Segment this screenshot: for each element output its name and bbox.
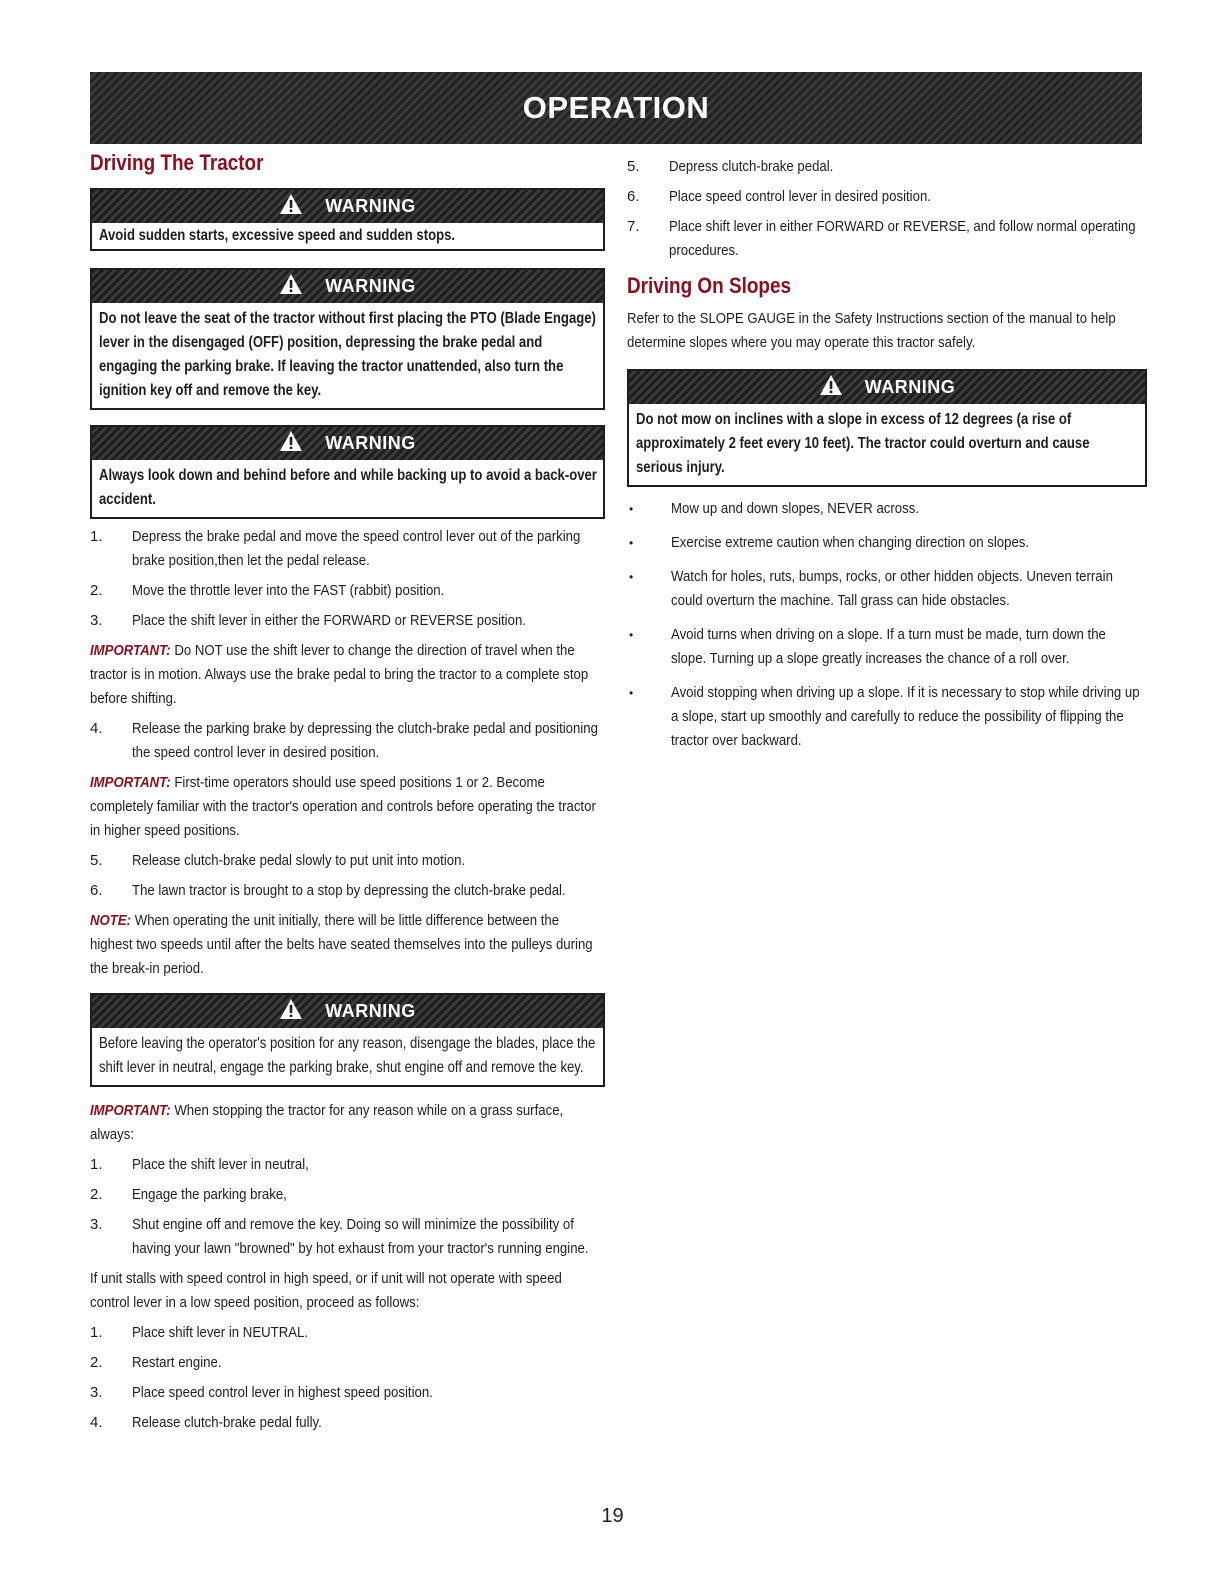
left-column — [90, 150, 605, 1435]
note: NOTE: When operating the unit initially, there will be little difference between the highest two speeds until after the belts have seated themselves into the pulleys during the break-in period. — [90, 912, 593, 977]
warning-label: WARNING — [325, 196, 416, 216]
heading-driving-tractor: Driving The Tractor — [90, 150, 264, 175]
warning-text: Avoid sudden starts, excessive speed and sudden stops. — [99, 227, 456, 244]
list-item: 2. Engage the parking brake, — [90, 1186, 287, 1203]
heading-driving-slopes: Driving On Slopes — [627, 273, 792, 298]
warning-header — [92, 995, 603, 1028]
list-item: 6. The lawn tractor is brought to a stop by depressing the clutch-brake pedal. — [90, 882, 566, 899]
warning-box-4 — [90, 993, 605, 1087]
warning-text: Before leaving the operator's position for any reason, disengage the blades, place the shift lever in neutral, engage the parking brake, shut engine off and remove the key. — [99, 1035, 596, 1076]
warning-header — [629, 371, 1145, 404]
warning-header — [92, 190, 603, 223]
list-item: 3. Place speed control lever in highest speed position. — [90, 1384, 433, 1401]
list-item: 1. Place the shift lever in neutral, — [90, 1156, 309, 1173]
list-item: • Avoid turns when driving on a slope. If a turn must be made, turn down the slope. Turning up a slope greatly increases the chance of a roll over. — [627, 623, 1147, 671]
warning-label: WARNING — [325, 276, 416, 296]
warning-header — [92, 270, 603, 303]
section-banner — [90, 72, 1142, 144]
important-note-1: IMPORTANT: Do NOT use the shift lever to change the direction of travel when the tractor is in motion. Always use the brake pedal to bring the tractor to a complete stop before shifting. — [90, 642, 589, 707]
list-item: • Watch for holes, ruts, bumps, rocks, or other hidden objects. Uneven terrain could overturn the machine. Tall grass can hide obstacles. — [627, 565, 1147, 613]
list-item: 1. Depress the brake pedal and move the speed control lever out of the parking brake position,then let the pedal release. — [90, 528, 581, 569]
list-item: 3. Shut engine off and remove the key. Doing so will minimize the possibility of having your lawn "browned" by hot exhaust from your tractor's running engine. — [90, 1216, 589, 1257]
bullet-icon: • — [629, 686, 634, 700]
warning-triangle-icon — [279, 430, 303, 457]
warning-triangle-icon — [279, 273, 303, 300]
list-item: • Avoid stopping when driving up a slope. If it is necessary to stop while driving up a slope, start up smoothly and carefully to reduce the possibility of flipping the tractor over backward. — [627, 681, 1147, 753]
warning-triangle-icon — [279, 193, 303, 220]
right-column — [627, 155, 1147, 753]
warning-triangle-icon — [279, 998, 303, 1025]
list-item: • Mow up and down slopes, NEVER across. — [627, 497, 1147, 521]
list-item: 6. Place speed control lever in desired position. — [627, 188, 931, 205]
list-item: 1. Place shift lever in NEUTRAL. — [90, 1324, 309, 1341]
warning-box-slopes — [627, 369, 1147, 487]
banner-title: OPERATION — [522, 90, 710, 125]
warning-box-1 — [90, 188, 605, 251]
page-number: 19 — [601, 1505, 624, 1527]
warning-box-3 — [90, 425, 605, 519]
list-item: 5. Depress clutch-brake pedal. — [627, 158, 834, 175]
warning-header — [92, 427, 603, 460]
warning-text: Do not leave the seat of the tractor without first placing the PTO (Blade Engage) lever in the disengaged (OFF) position, depressing the brake pedal and engaging the parking brake. If leaving the tractor unattended, also turn the ignition key off and remove the key. — [99, 310, 596, 399]
warning-label: WARNING — [325, 433, 416, 453]
bullet-icon: • — [629, 536, 634, 550]
warning-label: WARNING — [864, 377, 956, 397]
stall-paragraph: If unit stalls with speed control in high speed, or if unit will not operate with speed control lever in a low speed position, proceed as follows: — [90, 1270, 562, 1311]
list-item: 4. Release the parking brake by depressing the clutch-brake pedal and positioning the speed control lever in desired position. — [90, 720, 598, 761]
list-item: 7. Place shift lever in either FORWARD or REVERSE, and follow normal operating procedures. — [627, 218, 1136, 259]
important-note-2: IMPORTANT: First-time operators should use speed positions 1 or 2. Become completely familiar with the tractor's operation and controls before operating the tractor in higher speed positions. — [90, 774, 596, 839]
bullet-icon: • — [629, 570, 634, 584]
warning-text: Do not mow on inclines with a slope in excess of 12 degrees (a rise of approximately 2 feet every 10 feet). The tractor could overturn and cause serious injury. — [636, 411, 1090, 476]
warning-label: WARNING — [325, 1001, 416, 1021]
list-item: 2. Move the throttle lever into the FAST (rabbit) position. — [90, 582, 445, 599]
bullet-icon: • — [629, 628, 634, 642]
list-item: 3. Place the shift lever in either the FORWARD or REVERSE position. — [90, 612, 526, 629]
slopes-intro: Refer to the SLOPE GAUGE in the Safety Instructions section of the manual to help determine slopes where you may operate this tractor safely. — [627, 310, 1116, 351]
important-note-3: IMPORTANT: When stopping the tractor for any reason while on a grass surface, always: — [90, 1102, 564, 1143]
list-item: 5. Release clutch-brake pedal slowly to put unit into motion. — [90, 852, 466, 869]
warning-triangle-icon — [819, 374, 843, 401]
bullet-icon: • — [629, 502, 634, 516]
list-item: 2. Restart engine. — [90, 1354, 222, 1371]
list-item: • Exercise extreme caution when changing direction on slopes. — [627, 531, 1147, 555]
list-item: 4. Release clutch-brake pedal fully. — [90, 1414, 322, 1431]
warning-text: Always look down and behind before and while backing up to avoid a back-over accident. — [99, 467, 597, 508]
warning-box-2 — [90, 268, 605, 410]
